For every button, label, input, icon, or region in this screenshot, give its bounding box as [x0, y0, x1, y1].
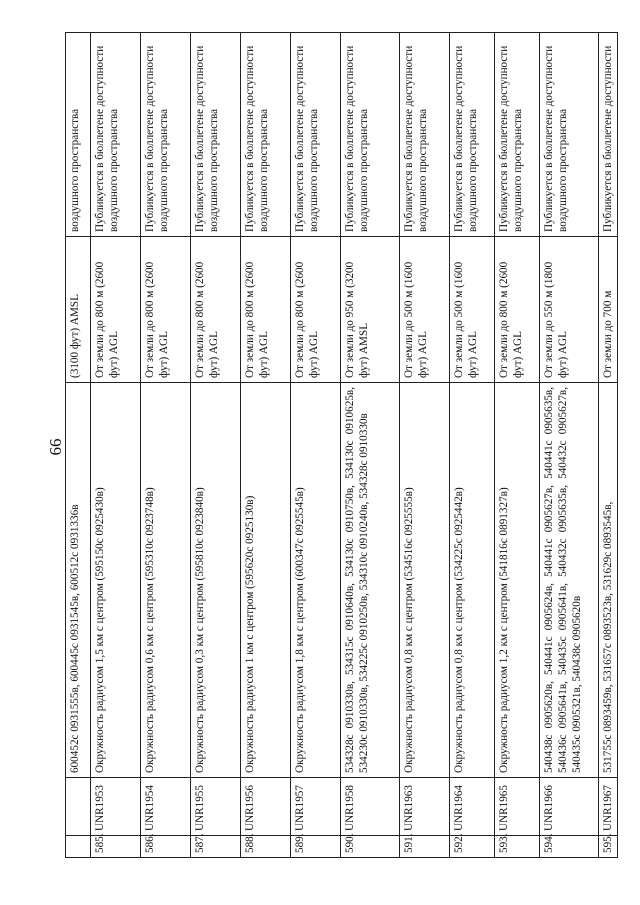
cell-id: UNR1956 [241, 778, 291, 836]
cell-num: 585. [91, 836, 141, 858]
cell-notes: Публикуется в бюллетене доступности воздушного пространства [91, 33, 141, 237]
cell-description: Окружность радиусом 0,8 км с центром (534225с 0925442в) [450, 383, 495, 778]
cell-description: Окружность радиусом 0,3 км с центром (595810с 0923840в) [191, 383, 241, 778]
restricted-areas-table [65, 32, 618, 858]
cell-id [66, 778, 91, 836]
cell-notes: Публикуется в бюллетене доступности [599, 33, 618, 237]
cell-description: 534328с 0910330в, 534315с 0910640в, 534130с 0910750в, 534130с 0910625в, 534230с 0910330в, 534225с 0910250в, 534310с 0910240в, 534328с 0910330в [341, 383, 400, 778]
cell-id: UNR1954 [141, 778, 191, 836]
cell-notes: Публикуется в бюллетене доступности воздушного пространства [191, 33, 241, 237]
cell-description: Окружность радиусом 1 км с центром (595620с 0925130в) [241, 383, 291, 778]
cell-num: 591. [400, 836, 450, 858]
cell-notes: Публикуется в бюллетене доступности воздушного пространства [341, 33, 400, 237]
page-number: 66 [46, 438, 65, 456]
cell-id: UNR1967 [599, 778, 618, 836]
table-row [191, 33, 241, 858]
cell-num: 593. [495, 836, 540, 858]
cell-description: 600452с 0931555в, 600445с 0931545в, 600512с 0931336в [66, 383, 91, 778]
cell-num: 588. [241, 836, 291, 858]
cell-id: UNR1964 [450, 778, 495, 836]
cell-description: Окружность радиусом 0,8 км с центром (534516с 0925555в) [400, 383, 450, 778]
cell-altitude: От земли до 550 м (1800 фут) AGL [540, 237, 599, 383]
table-row [450, 33, 495, 858]
cell-num: 587. [191, 836, 241, 858]
cell-num [66, 836, 91, 858]
cell-notes: Публикуется в бюллетене доступности воздушного пространства [141, 33, 191, 237]
cell-notes: Публикуется в бюллетене доступности воздушного пространства [495, 33, 540, 237]
cell-id: UNR1963 [400, 778, 450, 836]
cell-num: 592. [450, 836, 495, 858]
cell-num: 595. [599, 836, 618, 858]
cell-notes: Публикуется в бюллетене доступности воздушного пространства [540, 33, 599, 237]
cell-altitude: От земли до 800 м (2600 фут) AGL [495, 237, 540, 383]
cell-description: Окружность радиусом 0,6 км с центром (595310с 0923748в) [141, 383, 191, 778]
cell-description: Окружность радиусом 1,2 км с центром (541816с 0891327в) [495, 383, 540, 778]
table-row [400, 33, 450, 858]
table-row-continuation [66, 33, 91, 858]
cell-num: 590. [341, 836, 400, 858]
cell-description: 540438с 0905620в, 540441с 0905624в, 540441с 0905627в, 540441с 0905635в, 540436с 0905641в, 540435с 0905641в, 540432с 0905635в, 540432с 0905627в, 540435с 0905321в, 540438с 0905620в [540, 383, 599, 778]
cell-id: UNR1965 [495, 778, 540, 836]
table-row [291, 33, 341, 858]
table-row [91, 33, 141, 858]
cell-altitude: От земли до 800 м (2600 фут) AGL [291, 237, 341, 383]
table-row [141, 33, 191, 858]
table-row [495, 33, 540, 858]
cell-id: UNR1955 [191, 778, 241, 836]
cell-id: UNR1958 [341, 778, 400, 836]
cell-altitude: От земли до 800 м (2600 фут) AGL [141, 237, 191, 383]
cell-altitude: От земли до 500 м (1600 фут) AGL [400, 237, 450, 383]
cell-notes: воздушного пространства [66, 33, 91, 237]
cell-description: Окружность радиусом 1,8 км с центром (600347с 0925545в) [291, 383, 341, 778]
cell-altitude: От земли до 700 м [599, 237, 618, 383]
cell-altitude: От земли до 950 м (3200 фут) AMSL [341, 237, 400, 383]
cell-notes: Публикуется в бюллетене доступности воздушного пространства [400, 33, 450, 237]
cell-description: Окружность радиусом 1,5 км с центром (595150с 0925430в) [91, 383, 141, 778]
cell-altitude: От земли до 800 м (2600 фут) AGL [191, 237, 241, 383]
table-row [599, 33, 618, 858]
rotated-table-container [65, 32, 614, 858]
table-row [241, 33, 291, 858]
cell-num: 589. [291, 836, 341, 858]
table-row [341, 33, 400, 858]
cell-description: 531755с 0893459в, 531657с 0893523в, 531629с 0893545в, [599, 383, 618, 778]
cell-num: 594. [540, 836, 599, 858]
cell-id: UNR1953 [91, 778, 141, 836]
cell-num: 586. [141, 836, 191, 858]
cell-id: UNR1966 [540, 778, 599, 836]
cell-altitude: От земли до 800 м (2600 фут) AGL [91, 237, 141, 383]
cell-notes: Публикуется в бюллетене доступности воздушного пространства [291, 33, 341, 237]
cell-notes: Публикуется в бюллетене доступности воздушного пространства [450, 33, 495, 237]
cell-id: UNR1957 [291, 778, 341, 836]
table-row [540, 33, 599, 858]
cell-notes: Публикуется в бюллетене доступности воздушного пространства [241, 33, 291, 237]
cell-altitude: От земли до 800 м (2600 фут) AGL [241, 237, 291, 383]
cell-altitude: (3100 фут) AMSL [66, 237, 91, 383]
cell-altitude: От земли до 500 м (1600 фут) AGL [450, 237, 495, 383]
